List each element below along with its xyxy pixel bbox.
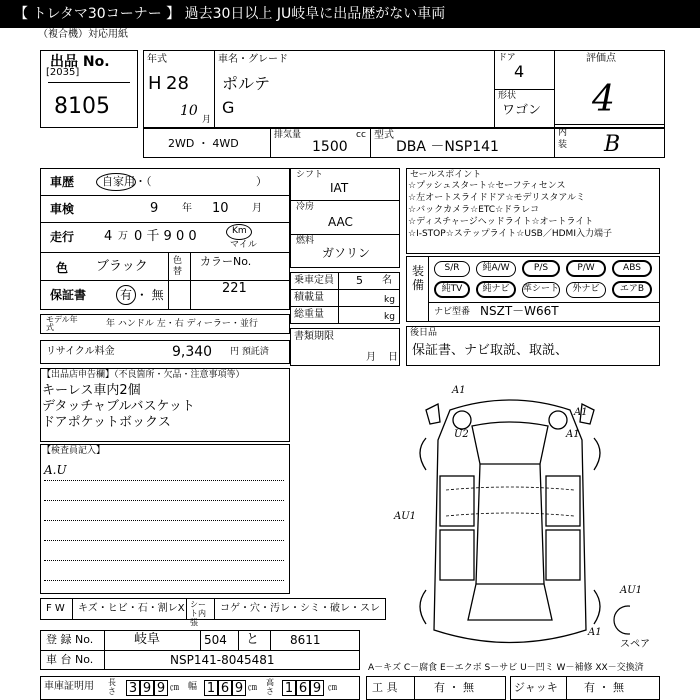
shift-value: IAT	[330, 181, 349, 195]
color-change: 色替	[173, 256, 183, 277]
after-value: 保証書、ナビ取説、取説、	[412, 343, 569, 358]
inspection-month-unit: 月	[252, 203, 262, 214]
wid-digit: 9	[232, 680, 246, 696]
mileage-man-unit: 万	[118, 231, 128, 242]
lot-sub: [2035]	[46, 67, 80, 78]
damage-mark: A1	[588, 627, 602, 638]
load-unit: kg	[384, 295, 395, 305]
doors-label: ドア	[498, 53, 516, 63]
banner-text: 【 トレタマ30コーナー 】 過去30日以上 JU岐阜に出品歴がない車両	[14, 6, 446, 22]
tools-label: 工 具	[372, 681, 398, 694]
shape-label: 形状	[498, 91, 517, 101]
equip-ext-navi: 外ナビ	[566, 282, 606, 298]
model-value: DBA －NSP141	[396, 139, 499, 155]
recycle-label: リサイクル料金	[46, 346, 115, 357]
notes-line: デタッチャブルバスケット	[42, 399, 195, 414]
lot-number: 8105	[54, 94, 110, 119]
fuel-value: ガソリン	[322, 246, 371, 260]
year-value: 28	[166, 73, 189, 94]
inspection-month: 10	[212, 201, 229, 216]
damage-legend: A－キズ C－腐食 E－エクボ S－サビ U－凹ミ W－補修 XX－交換済	[368, 663, 644, 673]
capacity-unit: 名	[382, 275, 392, 286]
warranty-value: 有 ・ 無	[120, 288, 164, 302]
sales-line: ☆プッシュスタート☆セーフティセンス	[408, 181, 566, 191]
score-label: 評価点	[586, 53, 616, 64]
navi-value: NSZT－W66T	[480, 304, 559, 318]
hei-digit: 6	[296, 680, 310, 696]
interior-label: 内装	[558, 128, 568, 150]
displacement-value: 1500	[312, 139, 348, 155]
model-label: 型式	[374, 130, 394, 141]
jack-value: 有 ・ 無	[584, 681, 624, 694]
cm-unit: ㎝	[170, 683, 180, 693]
car-name: ポルテ	[222, 74, 271, 93]
reg-kana: と	[246, 632, 260, 647]
fw-label: F W	[46, 603, 65, 614]
notes-line: キーレス車内2個	[42, 383, 141, 398]
sales-line: ☆ディスチャージヘッドライト☆オートライト	[408, 217, 594, 227]
cm-unit: ㎝	[328, 683, 338, 693]
inspection-year-unit: 年	[182, 203, 192, 214]
capacity-value: 5	[356, 274, 363, 287]
load-label: 積載量	[294, 292, 324, 303]
cc-unit: cc	[356, 130, 366, 140]
year-label: 年式	[147, 54, 167, 65]
after-label: 後日品	[410, 328, 438, 338]
notes-line: ドアポケットボックス	[42, 415, 171, 430]
len-digit: 9	[140, 680, 154, 696]
capacity-label: 乗車定員	[294, 275, 334, 286]
equip-tv: 純TV	[434, 281, 470, 298]
sales-line: ☆I-STOP☆ステップライト☆USB／HDMI入力端子	[408, 229, 612, 239]
hei-digit: 1	[282, 680, 296, 696]
doc-label: 書類期限	[294, 331, 334, 342]
equip-navi: 純ナビ	[476, 281, 516, 298]
equip-pw: P/W	[566, 260, 606, 277]
fw-value: キズ・ヒビ・石・割レX	[78, 603, 185, 614]
fuel-label: 燃料	[296, 236, 315, 246]
hei-label: 高さ	[266, 678, 274, 696]
weight-unit: kg	[384, 312, 395, 322]
recycle-value: 9,340	[172, 344, 213, 360]
ac-value: AAC	[328, 215, 353, 229]
doc-day-unit: 日	[388, 352, 398, 363]
ac-label: 冷房	[296, 202, 315, 212]
damage-mark: AU1	[620, 585, 643, 596]
equip-leather: 革シート	[522, 282, 560, 298]
car-label: 車名・グレード	[218, 54, 288, 65]
sales-label: セールスポイント	[410, 170, 482, 180]
equip-alloy: 純A/W	[476, 261, 516, 277]
recycle-unit: 円 預託済	[230, 347, 269, 357]
month-unit: 月	[202, 115, 212, 125]
warranty-label: 保証書	[50, 288, 87, 302]
drive: 2WD ・ 4WD	[168, 137, 239, 150]
color-value: ブラック	[96, 259, 148, 274]
damage-mark: U2	[454, 429, 469, 440]
len-digit: 9	[154, 680, 168, 696]
hei-digit: 9	[310, 680, 324, 696]
km-unit: Km	[232, 226, 247, 236]
wid-digit: 1	[204, 680, 218, 696]
chassis-label: 車 台 No.	[46, 653, 94, 666]
inspector-label: 【検査員記入】	[42, 446, 106, 456]
spare-label: スペア	[620, 639, 650, 650]
damage-mark: A1	[566, 429, 580, 440]
mile-unit: マイル	[230, 240, 257, 250]
weight-label: 総重量	[294, 309, 324, 320]
wid-label: 幅	[188, 682, 198, 692]
equip-abs: ABS	[612, 260, 652, 277]
shift-label: シフト	[296, 170, 324, 180]
len-digit: 3	[126, 680, 140, 696]
doors-value: 4	[514, 62, 525, 81]
reg-class: 504	[204, 633, 227, 647]
color-no: 221	[222, 281, 247, 296]
doc-month-unit: 月	[366, 352, 376, 363]
mileage-label: 走行	[50, 230, 75, 244]
wid-digit: 6	[218, 680, 232, 696]
color-no-label: カラーNo.	[200, 255, 252, 268]
sales-line: ☆バックカメラ☆ETC☆ドラレコ	[408, 205, 540, 215]
equip-airbag: エアB	[612, 281, 652, 298]
cert-label: 車庫証明用	[44, 681, 94, 692]
chassis-number: NSP141-8045481	[170, 653, 275, 667]
equip-sr: S/R	[434, 261, 470, 277]
corner-note: （複合機）対応用紙	[38, 29, 128, 40]
equip-label: 装備	[412, 264, 425, 292]
navi-label: ナビ型番	[434, 307, 471, 317]
equip-ps: P/S	[522, 260, 560, 277]
len-label: 長さ	[108, 678, 116, 696]
color-label: 色	[56, 261, 69, 275]
seat-label: シート内張	[190, 600, 206, 627]
jack-label: ジャッキ	[514, 681, 558, 694]
reg-number: 8611	[290, 633, 321, 647]
reg-prefecture: 岐阜	[134, 632, 161, 647]
sales-line: ☆左オートスライドドア☆モデリスタアルミ	[408, 193, 585, 203]
inspection-year: 9	[150, 201, 159, 216]
damage-mark: AU1	[394, 511, 417, 522]
month-value: 10	[180, 103, 198, 119]
lot-label: 出品 No.	[50, 54, 110, 70]
interior-value: B	[604, 132, 621, 157]
displacement-label: 排気量	[274, 130, 302, 140]
cm-unit: ㎝	[248, 683, 258, 693]
history-value: 自家用・（	[102, 175, 152, 188]
history-label: 車歴	[50, 175, 75, 189]
damage-mark: A1	[574, 407, 588, 418]
grade: G	[222, 98, 235, 117]
damage-mark: A1	[452, 385, 466, 396]
inspector-box	[40, 444, 290, 594]
notes-label: 【出品店申告欄】（不良箇所・欠品・注意事項等）	[42, 370, 245, 380]
score-value: 4	[592, 79, 615, 120]
shape-value: ワゴン	[502, 103, 542, 118]
seat-value: コゲ・穴・汚レ・シミ・破レ・スレ	[220, 603, 380, 614]
inspection-label: 車検	[50, 202, 75, 216]
inspector-note: A.U	[44, 463, 67, 477]
tools-value: 有 ・ 無	[434, 681, 474, 694]
model-year-row-text: 年 ハンドル 左・右 ディーラー・並行	[106, 319, 258, 329]
mileage-man: 4	[104, 229, 113, 244]
era: H	[148, 73, 162, 94]
reg-label: 登 録 No.	[46, 633, 94, 646]
history-close: ）	[256, 175, 267, 188]
mileage-rest: 0 千 9 0 0	[134, 229, 197, 244]
model-year-label: モデル年式	[46, 315, 78, 332]
